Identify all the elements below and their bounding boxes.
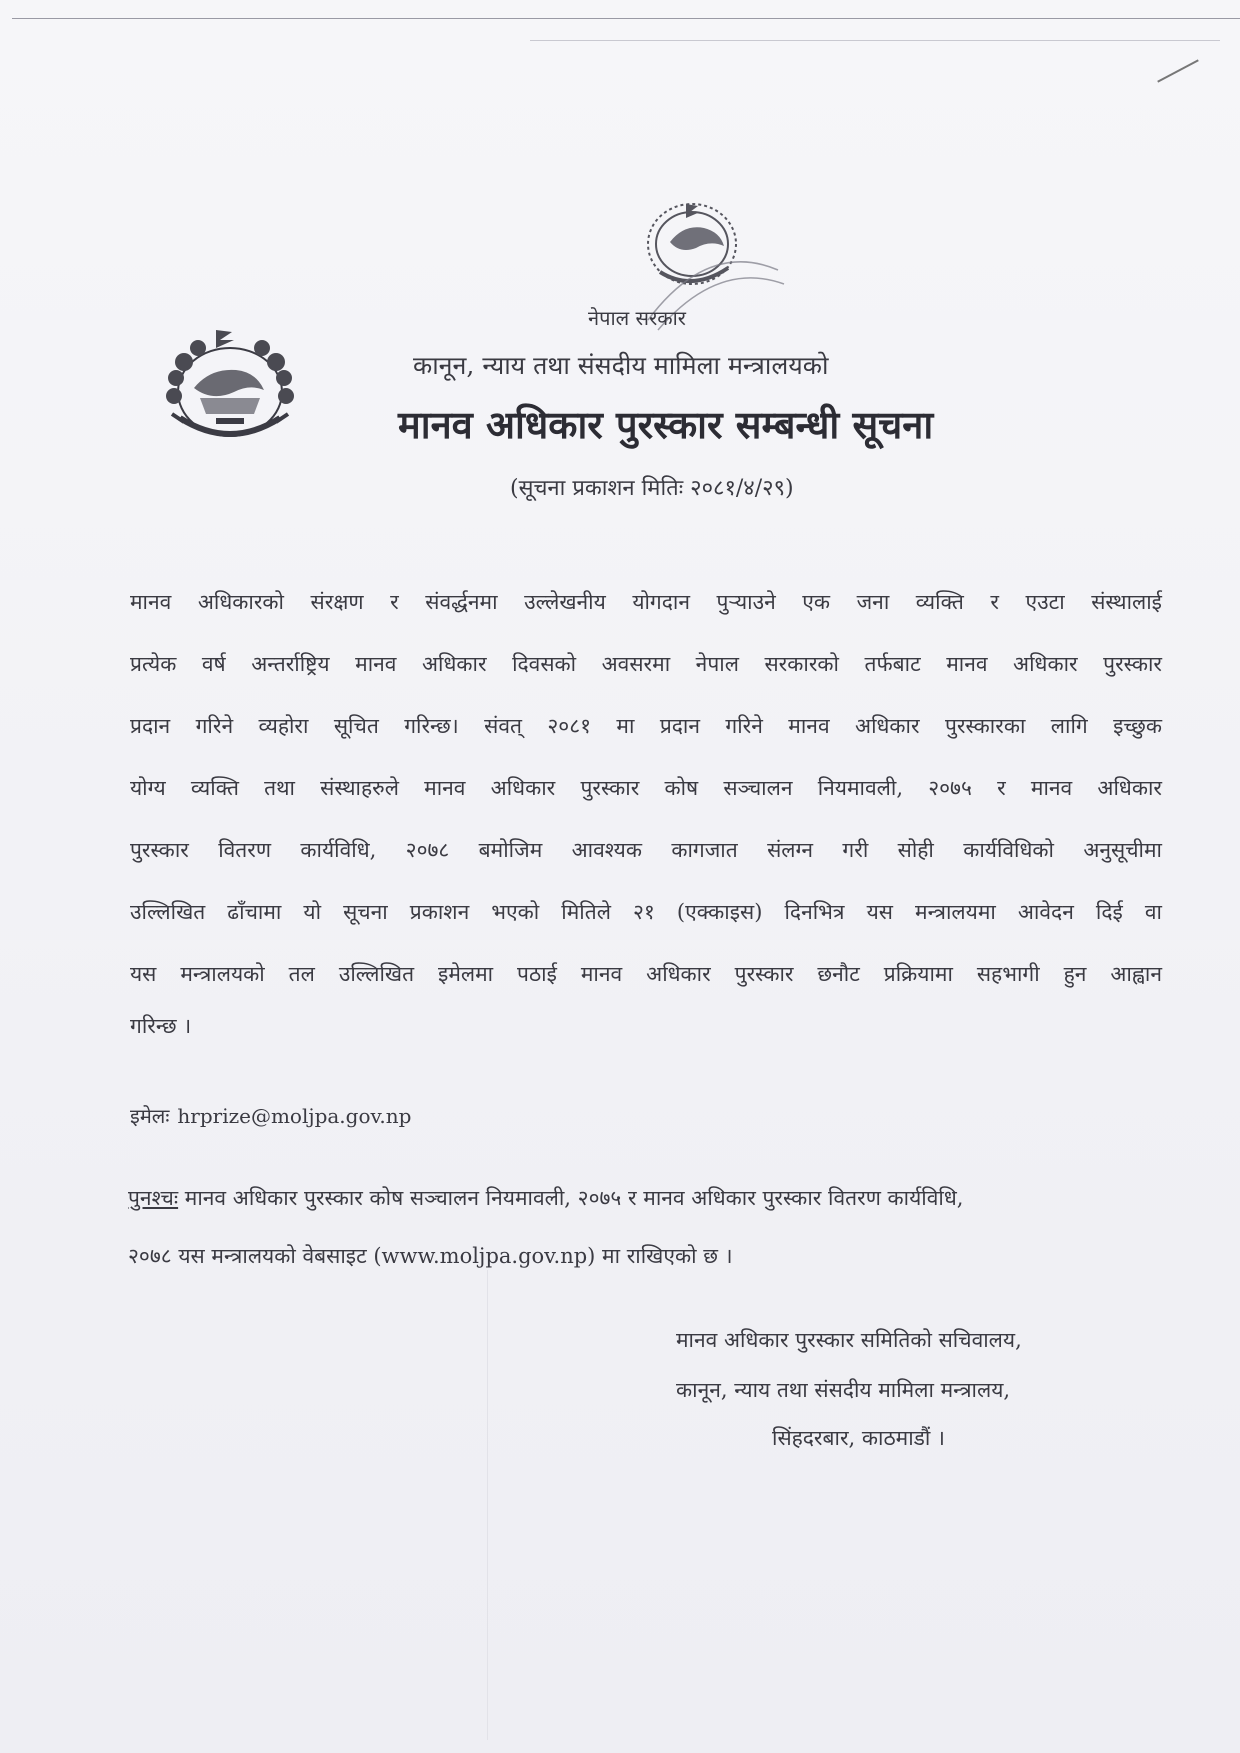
postscript-line (128, 1184, 963, 1212)
body-line: प्रत्येक वर्ष अन्तर्राष्ट्रिय मानव अधिकार दिवसको अवसरमा नेपाल सरकारको तर्फबाट मानव अधिकार पुरस्कार (130, 652, 1162, 676)
postscript-text: मानव अधिकार पुरस्कार कोष सञ्चालन नियमावली, २०७५ र मानव अधिकार पुरस्कार वितरण कार्यविधि, (184, 1186, 964, 1210)
email-line (130, 1102, 411, 1129)
scan-edge-line (12, 18, 1240, 19)
nepal-emblem-icon (150, 318, 310, 456)
body-line: उल्लिखित ढाँचामा यो सूचना प्रकाशन भएको मितिले २१ (एक्काइस) दिनभित्र यस मन्त्रालयमा आवेदन दिई वा (130, 900, 1162, 924)
publication-date: (सूचना प्रकाशन मितिः २०८१/४/२९) (510, 476, 794, 501)
notice-title: मानव अधिकार पुरस्कार सम्बन्धी सूचना (398, 402, 934, 447)
email-address[interactable]: hrprize@moljpa.gov.np (177, 1104, 412, 1128)
postscript-line-2: २०७८ यस मन्त्रालयको वेबसाइट (www.moljpa.gov.np) मा राखिएको छ । (128, 1244, 733, 1268)
paper-fold (487, 1270, 488, 1740)
body-line: प्रदान गरिने व्यहोरा सूचित गरिन्छ। संवत् २०८१ मा प्रदान गरिने मानव अधिकार पुरस्कारका लागि इच्छुक (130, 714, 1162, 738)
body-line: गरिन्छ । (130, 1014, 192, 1038)
body-line: मानव अधिकारको संरक्षण र संवर्द्धनमा उल्लेखनीय योगदान पुऱ्याउने एक जना व्यक्ति र एउटा संस्थालाई (130, 590, 1162, 614)
paper-crease (530, 40, 1220, 41)
body-line: योग्य व्यक्ति तथा संस्थाहरुले मानव अधिकार पुरस्कार कोष सञ्चालन नियमावली, २०७५ र मानव अधिकार (130, 776, 1162, 800)
signature-location: सिंहदरबार, काठमाडौं । (772, 1426, 945, 1450)
postscript-label: पुनश्चः (128, 1186, 179, 1210)
government-name: नेपाल सरकार (588, 306, 686, 330)
signature-ministry: कानून, न्याय तथा संसदीय मामिला मन्त्रालय, (676, 1378, 1011, 1402)
email-label: इमेलः (130, 1104, 170, 1128)
signature-office: मानव अधिकार पुरस्कार समितिको सचिवालय, (676, 1328, 1022, 1352)
body-line: यस मन्त्रालयको तल उल्लिखित इमेलमा पठाई मानव अधिकार पुरस्कार छनौट प्रक्रियामा सहभागी हुन आह्वान (130, 962, 1162, 986)
stray-pen-mark (1157, 59, 1199, 82)
ministry-name: कानून, न्याय तथा संसदीय मामिला मन्त्रालयको (413, 351, 829, 380)
body-line: पुरस्कार वितरण कार्यविधि, २०७८ बमोजिम आवश्यक कागजात संलग्न गरी सोही कार्यविधिको अनुसूचीमा (130, 838, 1162, 862)
